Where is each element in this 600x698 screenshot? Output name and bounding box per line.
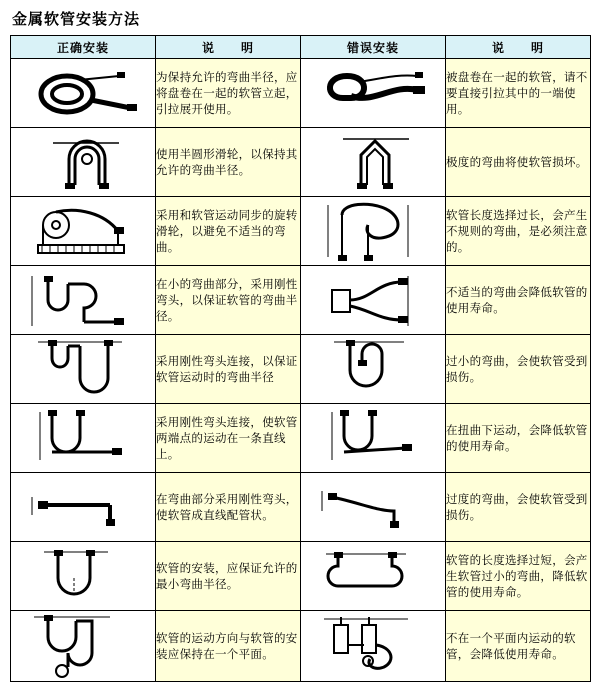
table-header-row	[11, 36, 591, 59]
table-row	[11, 266, 591, 335]
row-description: 采用刚性弯头连接，以保证软管运动时的弯曲半径	[156, 335, 301, 404]
row-description: 在小的弯曲部分，采用刚性弯头，以保证软管的弯曲半径。	[156, 266, 301, 335]
row-description: 极度的弯曲将使软管损坏。	[446, 128, 591, 197]
overlong-hose-icon	[301, 542, 446, 611]
header-correct-description: 说 明	[156, 36, 301, 59]
row-description: 被盘卷在一起的软管，请不要直接引拉其中的一端使用。	[446, 59, 591, 128]
table-row	[11, 404, 591, 473]
semicircular-sheave-icon	[11, 128, 156, 197]
row-description: 采用刚性弯头连接，使软管两端点的运动在一条直线上。	[156, 404, 301, 473]
too-small-bend-icon	[301, 335, 446, 404]
sharp-bend-sheave-icon	[301, 128, 446, 197]
table-row	[11, 473, 591, 542]
long-hose-irregular-bend-icon	[301, 197, 446, 266]
row-description: 软管的安装，应保证允许的最小弯曲半径。	[156, 542, 301, 611]
row-description: 软管的运动方向与软管的安装应保持在一个平面。	[156, 611, 301, 682]
rigid-elbow-small-bend-icon	[11, 266, 156, 335]
page-title: 金属软管安装方法	[12, 10, 141, 28]
improper-bend-icon	[301, 266, 446, 335]
row-description: 在扭曲下运动，会降低软管的使用寿命。	[446, 404, 591, 473]
header-wrong-description: 说 明	[446, 36, 591, 59]
out-of-plane-motion-icon	[301, 611, 446, 682]
table-row	[11, 128, 591, 197]
straight-piping-elbow-icon	[11, 473, 156, 542]
row-description: 采用和软管运动同步的旋转滑轮，以避免不适当的弯曲。	[156, 197, 301, 266]
table-row	[11, 542, 591, 611]
row-description: 软管的长度选择过短，会产生软管过小的弯曲，降低软管的使用寿命。	[446, 542, 591, 611]
row-description: 过度的弯曲，会使软管受到损伤。	[446, 473, 591, 542]
row-description: 使用半圆形滑轮，以保持其允许的弯曲半径。	[156, 128, 301, 197]
rigid-elbow-straight-line-icon	[11, 404, 156, 473]
row-description: 不适当的弯曲会降低软管的使用寿命。	[446, 266, 591, 335]
rotating-sheave-chain-icon	[11, 197, 156, 266]
coiled-hose-pulled-icon	[301, 59, 446, 128]
hose-installation-table	[10, 35, 591, 682]
same-plane-motion-icon	[11, 611, 156, 682]
table-row	[11, 197, 591, 266]
row-description: 过小的弯曲，会使软管受到损伤。	[446, 335, 591, 404]
table-row	[11, 611, 591, 682]
minimum-bend-radius-icon	[11, 542, 156, 611]
over-bending-icon	[301, 473, 446, 542]
table-row	[11, 335, 591, 404]
rigid-elbow-moving-bend-icon	[11, 335, 156, 404]
twisted-motion-icon	[301, 404, 446, 473]
header-correct-install: 正确安装	[11, 36, 156, 59]
row-description: 不在一个平面内运动的软管，会降低使用寿命。	[446, 611, 591, 682]
table-row	[11, 59, 591, 128]
header-wrong-install: 错误安装	[301, 36, 446, 59]
row-description: 在弯曲部分采用刚性弯头，使软管成直线配管状。	[156, 473, 301, 542]
row-description: 软管长度选择过长，会产生不规则的弯曲，是必须注意的。	[446, 197, 591, 266]
row-description: 为保持允许的弯曲半径，应将盘卷在一起的软管立起，引拉展开使用。	[156, 59, 301, 128]
coiled-hose-upright-icon	[11, 59, 156, 128]
